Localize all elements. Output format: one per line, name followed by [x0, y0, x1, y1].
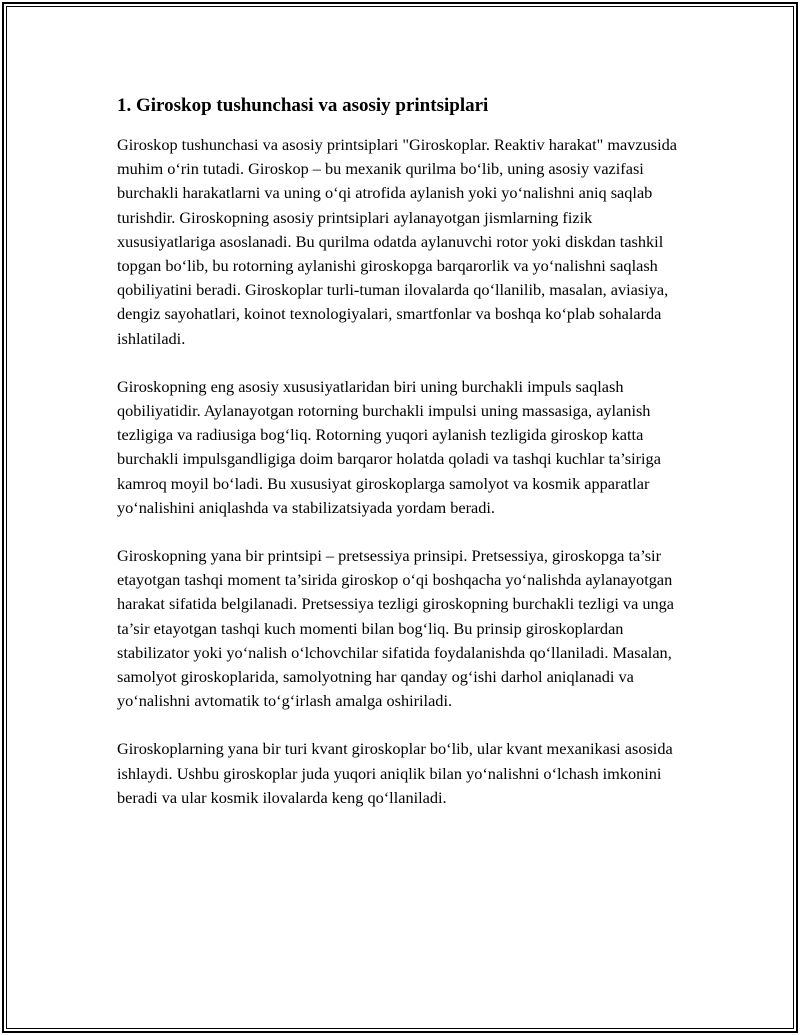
section-title: 1. Giroskop tushunchasi va asosiy printsiplari [117, 95, 489, 116]
paragraph-1: Giroskop tushunchasi va asosiy printsiplari "Giroskoplar. Reaktiv harakat" mavzusida muhim o‘rin tutadi. Giroskop – bu mexanik qurilma bo‘lib, uning asosiy vazifasi burchakli harakatlarni va uning o‘qi atrofida aylanish yoki yo‘nalishni aniq saqlab turishdir. Giroskopning asosiy printsiplari aylanayotgan jismlarning fizik xususiyatlariga asoslanadi. Bu qurilma odatda aylanuvchi rotor yoki diskdan tashkil topgan bo‘lib, bu rotorning aylanishi giroskopga barqarorlik va yo‘nalishni saqlash qobiliyatini beradi. Giroskoplar turli-tuman ilovalarda qo‘llanilib, masalan, aviasiya, dengiz sayohatlari, koinot texnologiyalari, smartfonlar va boshqa ko‘plab sohalarda ishlatiladi. [117, 135, 677, 348]
paragraph-2: Giroskopning eng asosiy xususiyatlaridan biri uning burchakli impuls saqlash qobiliyatidir. Aylanayotgan rotorning burchakli impulsi uning massasiga, aylanish tezligiga va radiusiga bog‘liq. Rotorning yuqori aylanish tezligida giroskop katta burchakli impulsgandligiga doim barqaror holatda qoladi va tashqi kuchlar ta’siriga kamroq moyil bo‘ladi. Bu xususiyat giroskoplarga samolyot va kosmik apparatlar yo‘nalishini aniqlashda va stabilizatsiyada yordam beradi. [117, 376, 661, 517]
document-body [117, 94, 692, 834]
paragraph-3: Giroskopning yana bir printsipi – pretsessiya prinsipi. Pretsessiya, giroskopga ta’sir etayotgan tashqi moment ta’sirida giroskop o‘qi boshqacha yo‘nalishda aylanayotgan harakat sifatida belgilanadi. Pretsessiya tezligi giroskopning burchakli tezligi va unga ta’sir etayotgan tashqi kuch momenti bilan bog‘liq. Bu prinsip giroskoplardan stabilizator yoki yo‘nalish o‘lchovchilar sifatida foydalanishda qo‘llaniladi. Masalan, samolyot giroskoplarida, samolyotning har qanday og‘ishi darhol aniqlanadi va yo‘nalishni avtomatik to‘g‘irlash amalga oshiriladi. [117, 546, 675, 711]
paragraph-4: Giroskoplarning yana bir turi kvant giroskoplar bo‘lib, ular kvant mexanikasi asosida ishlaydi. Ushbu giroskoplar juda yuqori aniqlik bilan yo‘nalishni o‘lchash imkonini beradi va ular kosmik ilovalarda keng qo‘llaniladi. [117, 739, 673, 807]
